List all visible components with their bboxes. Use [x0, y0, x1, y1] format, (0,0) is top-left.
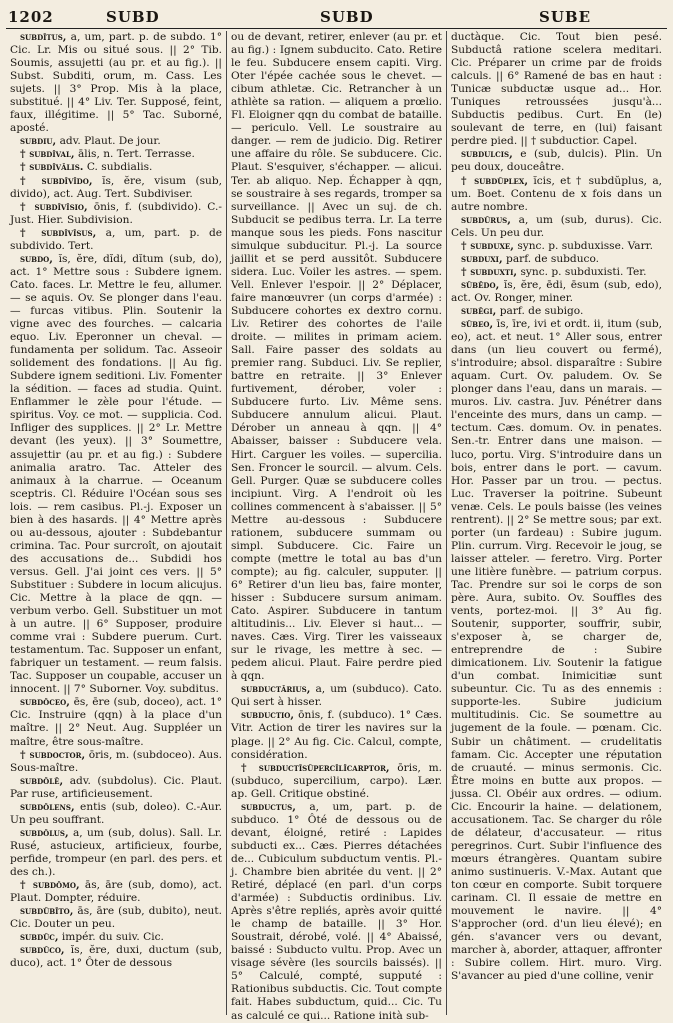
entry-definition: ĭs, ĕre, duxi, ductum (sub, duco), act. 1° Ôter de dessous [10, 944, 222, 970]
entry-headword: sŭbeo, [461, 318, 494, 331]
dictionary-entry [231, 31, 442, 683]
entry-definition: ĭs, ĕre, ēdi, ēsum (sub, edo), act. Ov. Ronger, miner. [451, 278, 662, 304]
entry-definition: a, um (subduco). Cato. Qui sert à hisser. [231, 683, 443, 709]
entry-definition: ĭs, ĕre, visum (sub, divido), act. Aug. Tert. Subdiviser. [10, 174, 223, 200]
entry-definition: ās, āre (sub, dubito), neut. Cic. Douter un peu. [10, 905, 222, 931]
dictionary-entry [10, 31, 222, 135]
dictionary-entry [451, 31, 662, 148]
entry-definition: a, um, part. p. de subdivido. Tert. [10, 226, 223, 252]
entry-headword: † subduxti, [461, 265, 518, 278]
dictionary-entry [451, 253, 662, 266]
entry-headword: subdūrus, [461, 213, 511, 226]
page-number: 1202 [8, 8, 54, 26]
entry-definition: parf. de subduco. [506, 252, 600, 265]
center-running-head: SUBD [320, 8, 374, 26]
entry-headword: subduxi, [461, 252, 503, 265]
entry-headword: † subdoctor, [20, 748, 86, 761]
left-running-head: SUBD [106, 8, 160, 26]
entry-headword: subdŏceo, [20, 696, 70, 709]
entry-headword: sŭbĕdo, [461, 278, 500, 291]
column-1 [6, 31, 226, 1015]
entry-headword: subdŭc, [20, 931, 59, 944]
column-3 [446, 31, 666, 1015]
entry-headword: † subdīvālis. [20, 161, 84, 174]
dictionary-entry [10, 775, 222, 801]
dictionary-entry [10, 201, 222, 227]
entry-headword: † subdīvīdo, [20, 174, 93, 187]
dictionary-entry [10, 135, 222, 148]
dictionary-entry [10, 801, 222, 827]
entry-headword: subdŏlus, [20, 826, 69, 839]
entry-definition: impér. du suiv. Cic. [61, 931, 164, 944]
entry-headword: † subdīvīsus, [20, 226, 97, 239]
entry-definition: ĭs, ĕre, dĭdi, dĭtum (sub, do), act. 1° Mettre sous : Subdere ignem. Cato. faces. Lr. Mettre le feu, allumer. — se aquis. Ov. Se plonger dans l'eau. — furcas vitibus. Plin. Soutenir la vigne avec des fourches. — calcaria equo. Liv. Eperonner un cheval. — fundamenta per solidum. Tac. Asseoir solidement des fondations. || Au fig. Subdere ignem seditioni. Liv. Fomenter la sédition. — faces ad studia. Quint. Enflammer le zèle pour l'étude. — spiritus. Voy. ce mot. — supplicia. Cod. Infliger des supplices. || 2° Lr. Mettre devant (les yeux). || 3° Soumettre, assujettir (au pr. et au fig.) : Subdere animalia aratro. Tac. Atteler des animaux à la charrue. — Oceanum sceptris. Cl. Réduire l'Océan sous ses lois. — rem casibus. Pl.-j. Exposer un bien à des hasards. || 4° Mettre après ou au-dessous, ajouter : Subdebantur crimina. Tac. Pour surcroît, on ajoutait des accusations de... Subdidi hos versus. Gell. J'ai joint ces vers. || 5° Substituer : Subdere in locum alicujus. Cic. Mettre à la place de qqn. — verbum verbo. Gell. Substituer un mot à un autre. || 6° Supposer, produire comme vrai : Subdere puerum. Curt. testamentum. Tac. Supposer un enfant, fabriquer un testament. — reum falsis. Tac. Supposer un coupable, accuser un innocent. || 7° Suborner. Voy. subditus. [10, 252, 223, 696]
entry-definition: C. subdialis. [86, 161, 153, 174]
entry-definition: adv. (subdolus). Cic. Plaut. Par ruse, artificieusement. [10, 774, 222, 800]
entry-definition: īs, īre, ivi et ordt. ii, itum (sub, eo), act. et neut. 1° Aller sous, entrer dans (un lieu couvert ou fermé), s'introduire; absol. disparaître : Subire aquam. Curt. Ov. paludem. Ov. Se plonger dans l'eau, dans un marais. — muros. Liv. castra. Juv. Pénétrer dans l'enceinte des murs, dans un camp. — tectum. Cæs. domum. Ov. in penates. Sen.-tr. Entrer dans une maison. — luco, portu. Virg. S'introduire dans un bois, entrer dans le port. — cavum. Hor. Passer par un trou. — pectus. Luc. Traverser la poitrine. Subeunt venæ. Cels. Le pouls baisse (les veines rentrent). || 2° Se mettre sous; par ext. porter (un fardeau) : Subire jugum. Plin. currum. Virg. Recevoir le joug, se laisser atteler. — feretro. Virg. Porter une litière funèbre. — patrium corpus. Tac. Prendre sur soi le corps de son père. Aura, subito. Ov. Souffles des vents, portez-moi. || 3° Au fig. Soutenir, supporter, souffrir, subir, s'exposer à, se charger de, entreprendre de : Subire dimicationem. Liv. Soutenir la fatigue d'un combat. Inimicitiæ sunt subeuntur. Cic. Tu as des ennemis : supporte-les. Subire judicium multitudinis. Cic. Se soumettre au jugement de la foule. — pœnam. Cic. Subir un châtiment. — crudelitatis famam. Cic. Accepter une réputation de cruauté. — minus sermonis. Cic. Être moins en butte aux propos. — jussa. Cl. Obéir aux ordres. — odium. Cic. Encourir la haine. — delationem, accusationem. Tac. Se charger du rôle de délateur, d'accusateur. — ritus peregrinos. Curt. Subir l'influence des mœurs étrangères. Quantam subire animo sustinueris. V.-Max. Autant que ton cœur en comporte. Subit torquere carinam. Cl. Il essaie de mettre en mouvement le navire. || 4° S'approcher (ord. d'un lieu élevé); en gén. s'avancer vers ou devant, marcher à, aborder, attaquer, affronter : Subire collem. Hirt. muro. Virg. S'avancer au pied d'une colline, venir [451, 318, 662, 983]
column-2 [226, 31, 446, 1022]
dictionary-entry [451, 175, 662, 214]
entry-definition: ōris, m. (subdoceo). Aus. Sous-maître. [10, 748, 223, 774]
entry-definition: adv. Plaut. De jour. [59, 135, 161, 148]
entry-definition: a, um, part. p. de subduco. 1° Ôté de dessous ou de devant, éloigné, retiré : Lapides subducti ex... Cæs. Pierres détachées de... Cubiculum subductum ventis. Pl.-j. Chambre bien abritée du vent. || 2° Retiré, déplacé (en parl. d'un corps d'armée) : Subductis ordinibus. Liv. Après s'être repliés, après avoir quitté le champ de bataille. || 3° Hor. Soustrait, dérobé, volé. || 4° Abaissé, baissé : Subducto vultu. Prop. Avec un visage sévère (les sourcils baissés). || 5° Calculé, compté, supputé : Rationibus subductis. Cic. Tout compte fait. Habes subductum, quid... Cic. Tu as calculé ce qui... Ratione inità sub- [231, 800, 443, 1022]
entry-headword: subdiu, [20, 135, 57, 148]
dictionary-entry [10, 148, 222, 161]
entry-headword: † subdŭplex, [461, 174, 529, 187]
entry-definition: sync. p. subduxisti. Ter. [520, 265, 647, 278]
entry-definition: a, um (sub, durus). Cic. Cels. Un peu dur. [451, 213, 662, 239]
dictionary-entry [451, 318, 662, 983]
dictionary-entry [231, 683, 442, 709]
entry-headword: subdulcis, [461, 148, 513, 161]
dictionary-entry [10, 161, 222, 174]
dictionary-entry [451, 266, 662, 279]
dictionary-entry [451, 240, 662, 253]
entry-definition: e (sub, dulcis). Plin. Un peu doux, douceâtre. [451, 148, 662, 174]
entry-definition: ductàque. Cic. Tout bien pesé. Subductâ ratione scelera meditari. Cic. Préparer un crime par de froids calculs. || 6° Ramené de bas en haut : Tunicæ subductæ usque ad... Hor. Tuniques retroussées jusqu'à... Subductis pedibus. Curt. En (le) soulevant de terre, en (lui) faisant perdre pied. || † subductior. Capel. [451, 31, 662, 148]
dictionary-entry [10, 696, 222, 748]
dictionary-entry [451, 148, 662, 174]
dictionary-entry [231, 801, 442, 1023]
entry-definition: ēs, ēre (sub, doceo), act. 1° Cic. Instruire (qqn) à la place d'un maître. || 2° Neut. Aug. Suppléer un maître, être sous-maître. [10, 696, 222, 748]
entry-headword: subductus, [241, 800, 296, 813]
entry-definition: a, um, part. p. de subdo. 1° Cic. Lr. Mis ou situé sous. || 2° Tib. Soumis, assujetti (au pr. et au fig.). || Subst. Subditi, orum, m. Cass. Les sujets. || 3° Prop. Mis à la place, substitué. || 4° Liv. Ter. Supposé, feint, faux, illégitime. || 5° Tac. Suborné, aposté. [10, 31, 222, 135]
dictionary-entry [10, 253, 222, 697]
entry-headword: † subdīvīsio, [20, 200, 88, 213]
dictionary-entry [451, 279, 662, 305]
entry-definition: sync. p. subduxisse. Varr. [517, 239, 653, 252]
entry-headword: † subductĭsŭpercĭlĭcarptor, [241, 761, 390, 774]
dictionary-entry [231, 762, 442, 801]
columns [6, 31, 667, 1022]
entry-headword: † subdīval, [20, 148, 75, 161]
dictionary-entry [10, 944, 222, 970]
entry-headword: † subdŏmo, [20, 879, 80, 892]
entry-definition: parf. de subigo. [499, 304, 584, 317]
page-header [6, 6, 667, 29]
entry-headword: subdo, [20, 252, 53, 265]
dictionary-entry [10, 905, 222, 931]
entry-definition: entis (sub, doleo). C.-Aur. Un peu souffrant. [10, 800, 222, 826]
entry-definition: ōnis, f. (subdivido). C.-Just. Hier. Subdivision. [10, 200, 222, 226]
entry-definition: ou de devant, retirer, enlever (au pr. et au fig.) : Ignem subducito. Cato. Retire le feu. Subducere ensem capiti. Virg. Oter l'épée cachée sous le chevet. — cibum athletæ. Cic. Retrancher à un athlète sa ration. — aliquem a prœlio. Fl. Eloigner qqn du combat de bataille. — periculo. Vell. Le soustraire au danger. — rem de judicio. Dig. Retirer une affaire du rôle. Se subducere. Cic. Plaut. S'esquiver, s'échapper. — alicui. Ter. ab aliquo. Nep. Échapper à qqn, se soustraire à ses regards, tromper sa surveillance. || Avec un suj. de ch. Subducit se pedibus terra. Lr. La terre manque sous les pieds. Fons nascitur simulque subducitur. Pl.-j. La source jaillit et se perd aussitôt. Subducere sidera. Luc. Voiler les astres. — spem. Vell. Enlever l'espoir. || 2° Déplacer, faire manœuvrer (un corps d'armée) : Subducere cohortes ex dextro cornu. Liv. Retirer des cohortes de l'aile droite. — milites in primam aciem. Sall. Faire passer des soldats au premier rang. Subduci. Liv. Se replier, battre en retraite. || 3° Enlever furtivement, dérober, voler : Subducere furto. Liv. Même sens. Subducere annulum alicui. Plaut. Dérober un anneau à qqn. || 4° Abaisser, baisser : Subducere vela. Hirt. Carguer les voiles. — supercilia. Sen. Froncer le sourcil. — alvum. Cels. Gell. Purger. Quæ se subducere colles incipiunt. Virg. A l'endroit où les collines commencent à s'abaisser. || 5° Mettre au-dessous : Subducere rationem, subducere summam ou simpl. Subducere. Cic. Faire un compte (mettre le total au bas d'un compte); au fig. calculer, supputer. || 6° Retirer d'un lieu bas, faire monter, hisser : Subducere sursum animam. Cato. Aspirer. Subducere in tantum altitudinis... Liv. Elever si haut... — naves. Cæs. Virg. Tirer les vaisseaux sur le rivage, les mettre à sec. — pedem alicui. Plaut. Faire perdre pied à qqn. [231, 31, 442, 683]
entry-definition: ōris, m. (subduco, supercilium, carpo). Lær. ap. Gell. Critique obstiné. [231, 761, 442, 800]
dictionary-entry [231, 709, 442, 761]
dictionary-entry [10, 931, 222, 944]
dictionary-entry [10, 227, 222, 253]
right-running-head: SUBE [539, 8, 592, 26]
entry-headword: † subduxe, [461, 239, 514, 252]
entry-definition: ālis, n. Tert. Terrasse. [77, 148, 195, 161]
entry-headword: subdŏlē, [20, 774, 64, 787]
entry-headword: subductārius, [241, 683, 311, 696]
entry-headword: subdĭtus, [20, 31, 67, 43]
entry-definition: ĭcis, et † subdŭplus, a, um. Boet. Contenu de x fois dans un autre nombre. [451, 174, 663, 213]
entry-headword: subdūco, [20, 944, 65, 957]
entry-headword: subdŏlens, [20, 800, 75, 813]
dictionary-entry [451, 214, 662, 240]
entry-headword: subdŭbĭto, [20, 905, 74, 918]
dictionary-entry [10, 879, 222, 905]
entry-definition: a, um (sub, dolus). Sall. Lr. Rusé, astucieux, artificieux, fourbe, perfide, trompeur (en parl. des pers. et des ch.). [10, 826, 222, 878]
dictionary-entry [10, 749, 222, 775]
entry-definition: ōnis, f. (subduco). 1° Cæs. Vitr. Action de tirer les navires sur la plage. || 2° Au fig. Cic. Calcul, compte, considération. [231, 709, 442, 761]
dictionary-entry [10, 827, 222, 879]
dictionary-entry [451, 305, 662, 318]
entry-definition: ās, āre (sub, domo), act. Plaut. Dompter, réduire. [10, 879, 222, 905]
dictionary-entry [10, 175, 222, 201]
entry-headword: subēgi, [461, 304, 497, 317]
entry-headword: subductio, [241, 709, 295, 722]
